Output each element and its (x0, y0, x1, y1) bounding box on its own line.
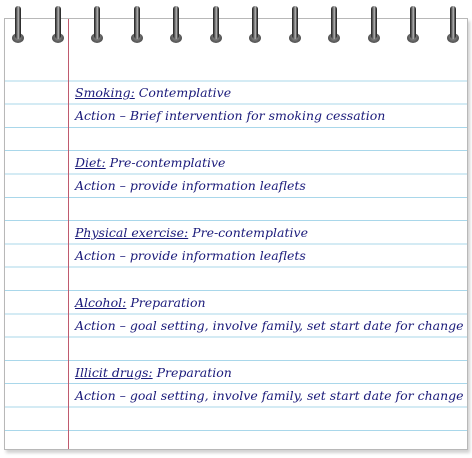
spiral-ring-icon (14, 6, 22, 43)
ring-wire (371, 6, 377, 39)
spiral-ring-icon (291, 6, 299, 43)
entry-physical-exercise (75, 221, 464, 268)
ring-wire (252, 6, 258, 39)
spiral-ring-icon (212, 6, 220, 43)
entry-topic: Physical exercise: (75, 224, 189, 240)
blank-line (75, 267, 464, 290)
spiral-ring-icon (93, 6, 101, 43)
entry-stage: Preparation (152, 364, 232, 380)
entry-heading (75, 221, 464, 244)
ring-wire (213, 6, 219, 39)
spiral-ring-icon (449, 6, 457, 43)
entry-heading (75, 291, 464, 314)
entry-stage: Contemplative (134, 85, 232, 100)
notepad-header-band (5, 19, 467, 59)
blank-line (75, 197, 464, 220)
entry-stage: Pre-contemplative (105, 154, 226, 170)
entry-stage: Preparation (126, 294, 206, 310)
entry-action: Action – goal setting, involve family, set start date for change (75, 387, 464, 403)
entry-stage: Pre-contemplative (188, 224, 308, 240)
spiral-ring-icon (172, 6, 180, 43)
ring-wire (15, 6, 21, 39)
blank-line (75, 128, 464, 151)
notes-content (75, 81, 464, 407)
spiral-ring-icon (251, 6, 259, 43)
entry-action: Action – goal setting, involve family, set start date for change (75, 317, 464, 333)
entry-diet (75, 151, 464, 198)
entry-action: Action – provide information leaflets (75, 178, 306, 194)
ring-wire (410, 6, 416, 39)
entry-alcohol (75, 291, 464, 338)
entry-topic: Smoking: (75, 85, 135, 100)
entry-topic: Alcohol: (75, 294, 127, 310)
entry-heading (75, 361, 464, 384)
entry-heading (75, 151, 464, 174)
ring-wire (173, 6, 179, 39)
ring-wire (331, 6, 337, 39)
spiral-ring-icon (409, 6, 417, 43)
entry-smoking (75, 81, 464, 128)
spiral-ring-icon (54, 6, 62, 43)
spiral-ring-icon (330, 6, 338, 43)
entry-action: Action – provide information leaflets (75, 248, 306, 264)
ring-wire (55, 6, 61, 39)
entry-action: Action – Brief intervention for smoking cessation (75, 108, 386, 124)
entry-illicit-drugs (75, 361, 464, 408)
blank-line (75, 337, 464, 360)
entry-topic: Illicit drugs: (75, 364, 153, 380)
ring-wire (94, 6, 100, 39)
margin-line (68, 19, 69, 449)
ring-wire (134, 6, 140, 39)
spiral-ring-icon (133, 6, 141, 43)
ring-wire (450, 6, 456, 39)
spiral-ring-icon (370, 6, 378, 43)
ring-wire (292, 6, 298, 39)
lined-notepad (4, 18, 468, 450)
entry-topic: Diet: (75, 154, 106, 170)
entry-heading (75, 81, 464, 104)
